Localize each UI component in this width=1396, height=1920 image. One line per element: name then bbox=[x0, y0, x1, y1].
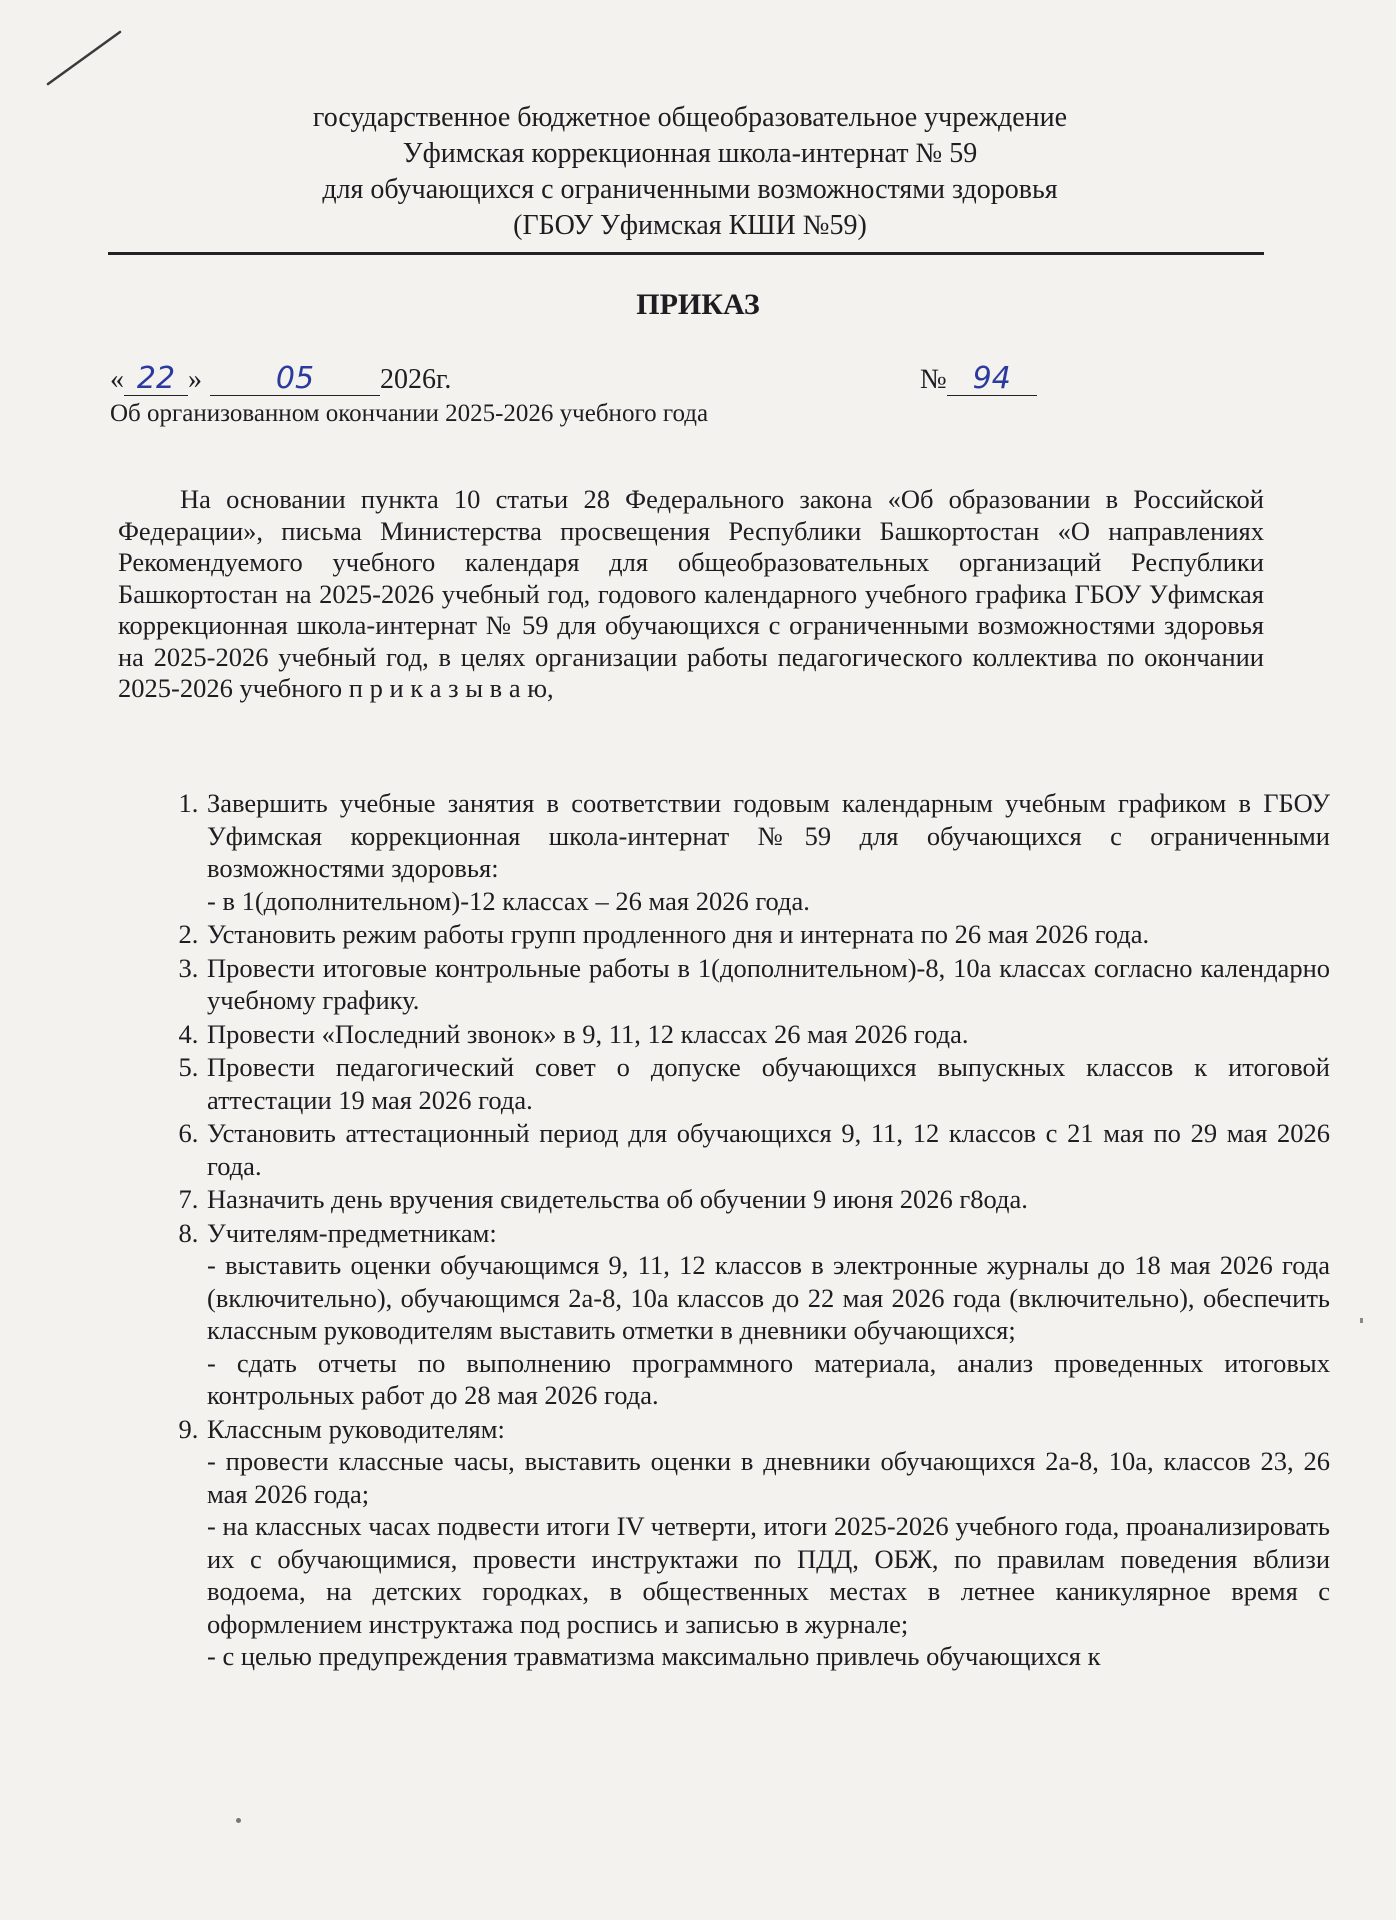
header-divider bbox=[108, 252, 1264, 255]
order-item bbox=[205, 1217, 1330, 1412]
order-item bbox=[205, 1117, 1330, 1182]
order-item-text: Установить аттестационный период для обучающихся 9, 11, 12 классов с 21 мая по 29 мая 2026 года. bbox=[207, 1118, 1330, 1181]
scan-speck bbox=[236, 1818, 241, 1823]
date-year: 2026г. bbox=[380, 364, 452, 395]
order-item-text: Провести педагогический совет о допуске обучающихся выпускных классов к итоговой аттестации 19 мая 2026 года. bbox=[207, 1052, 1330, 1115]
date-open-quote: « bbox=[110, 364, 124, 395]
intro-text: На основании пункта 10 статьи 28 Федерального закона «Об образовании в Российской Федерации», письма Министерства просвещения Республики Башкортостан «О направлениях Рекомендуемого учебного календаря для общеобразовательных организаций Республики Башкортостан на 2025-2026 учебный год, годового календарного учебного графика ГБОУ Уфимская коррекционная школа-интернат № 59 для обучающихся с ограниченными возможностями здоровья на 2025-2026 учебный год, в целях организации работы педагогического коллектива по окончании 2025-2026 учебного п р и к а з ы в а ю, bbox=[118, 484, 1264, 703]
order-item-text: Назначить день вручения свидетельства об обучении 9 июня 2026 г8ода. bbox=[207, 1184, 1028, 1214]
order-subitem-text: - сдать отчеты по выполнению программного материала, анализ проведенных итоговых контрольных работ до 28 мая 2026 года. bbox=[207, 1347, 1330, 1410]
pen-stroke-mark bbox=[44, 28, 124, 88]
order-item bbox=[205, 1051, 1330, 1116]
order-subitem-text: - на классных часах подвести итоги IV четверти, итоги 2025-2026 учебного года, проанализировать их с обучающимися, провести инструктажи по ПДД, ОБЖ, по правилам поведения вблизи водоема, на детских городках, в общественных местах в летнее каникулярное время с оформлением инструктажа под роспись и записью в журнале; bbox=[207, 1511, 1330, 1639]
date-close-quote: » bbox=[188, 364, 202, 395]
order-subitem-text: - выставить оценки обучающимся 9, 11, 12 классов в электронные журналы до 18 мая 2026 года (включительно), обучающимся 2а-8, 10а классов до 22 мая 2026 года (включительно), обеспечить классным руководителям выставить отметки в дневники обучающихся; bbox=[207, 1250, 1330, 1345]
order-date bbox=[110, 361, 452, 396]
order-item-text: Провести «Последний звонок» в 9, 11, 12 классах 26 мая 2026 года. bbox=[207, 1018, 969, 1049]
date-month-field bbox=[210, 361, 380, 396]
header-line-3: для обучающихся с ограниченными возможностями здоровья bbox=[322, 174, 1058, 205]
order-subitem-text: - провести классные часы, выставить оценки в дневники обучающихся 2а-8, 10а, классов 23, 26 мая 2026 года; bbox=[207, 1446, 1330, 1509]
document-title: ПРИКАЗ bbox=[636, 288, 760, 321]
order-item bbox=[205, 1183, 1330, 1216]
order-number-field bbox=[947, 361, 1037, 396]
order-item-text: Установить режим работы групп продленного дня и интерната по 26 мая 2026 года. bbox=[207, 919, 1150, 949]
order-item bbox=[205, 918, 1330, 951]
date-day-field bbox=[124, 361, 188, 396]
header-line-1: государственное бюджетное общеобразовательное учреждение bbox=[312, 102, 1068, 133]
order-item bbox=[205, 787, 1330, 917]
intro-paragraph bbox=[118, 484, 1264, 705]
order-number-handwritten: 94 bbox=[972, 361, 1011, 396]
date-number-row bbox=[110, 361, 1070, 404]
order-item bbox=[205, 1018, 1330, 1051]
organization-header bbox=[110, 100, 1270, 244]
order-item-text: Классным руководителям: bbox=[207, 1413, 505, 1444]
order-subitem-text: - в 1(дополнительном)-12 классах – 26 мая 2026 года. bbox=[207, 885, 810, 916]
header-line-4: (ГБОУ Уфимская КШИ №59) bbox=[513, 210, 867, 241]
header-line-2: Уфимская коррекционная школа-интернат № 59 bbox=[402, 138, 978, 169]
order-subject: Об организованном окончании 2025-2026 учебного года bbox=[110, 400, 709, 427]
order-item bbox=[205, 952, 1330, 1017]
date-month-handwritten: 05 bbox=[275, 361, 315, 396]
order-number bbox=[920, 361, 1037, 396]
date-day-handwritten: 22 bbox=[136, 361, 176, 396]
order-subitem-text: - с целью предупреждения травматизма максимально привлечь обучающихся к bbox=[207, 1641, 1101, 1671]
order-item-text: Завершить учебные занятия в соответствии годовым календарным учебным графиком в ГБОУ Уфимская коррекционная школа-интернат №59 для обучающихся с ограниченными возможностями здоровья: bbox=[207, 788, 1330, 883]
order-item-text: Провести итоговые контрольные работы в 1(дополнительном)-8, 10а классах согласно календарно учебному графику. bbox=[207, 952, 1330, 1015]
scan-speck bbox=[1360, 1318, 1363, 1323]
order-items-list bbox=[150, 787, 1330, 1674]
order-item-text: Учителям-предметникам: bbox=[207, 1217, 497, 1248]
order-item bbox=[205, 1413, 1330, 1673]
order-number-label: № bbox=[920, 364, 947, 395]
